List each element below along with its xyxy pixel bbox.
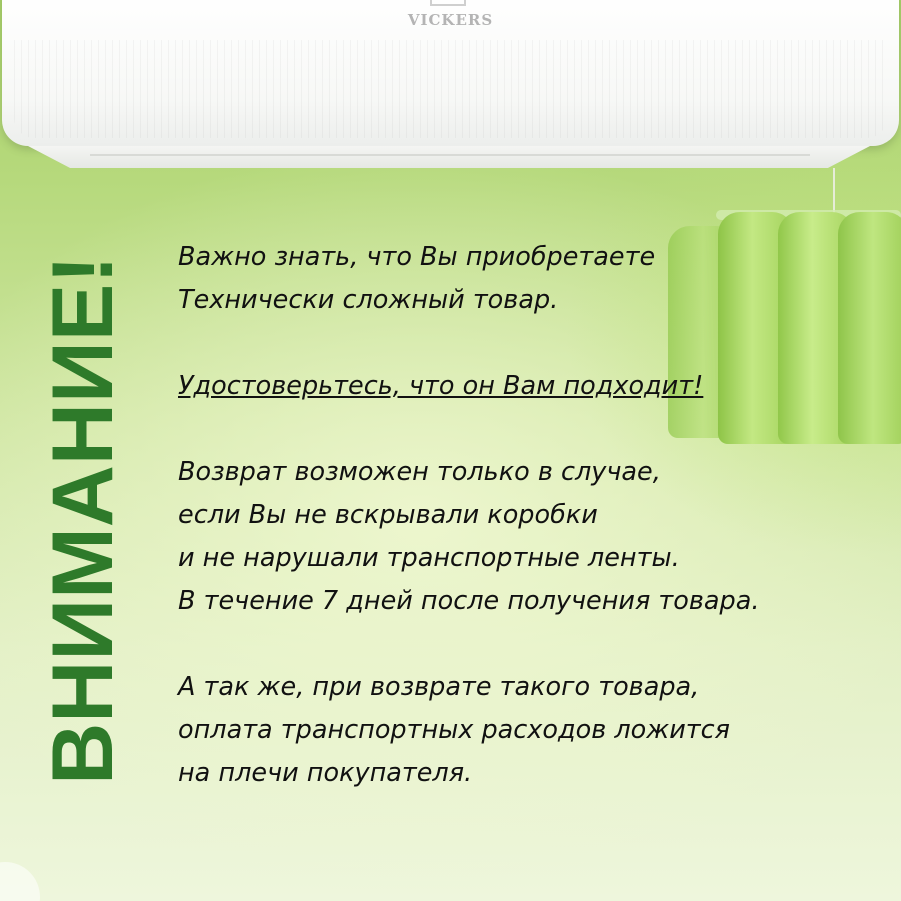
notice-line: на плечи покупателя. bbox=[178, 758, 473, 788]
louver-line bbox=[90, 154, 810, 156]
spacer bbox=[178, 322, 878, 365]
notice-line: и не нарушали транспортные ленты. bbox=[178, 543, 680, 573]
air-conditioner-louver bbox=[28, 146, 870, 168]
spacer bbox=[178, 408, 878, 451]
attention-heading: ВНИМАНИЕ! bbox=[35, 255, 131, 785]
notice-text bbox=[178, 236, 878, 795]
emphasis-line: Удостоверьтесь, что он Вам подходит! bbox=[178, 371, 704, 401]
spacer bbox=[178, 623, 878, 666]
decorative-blob bbox=[0, 862, 40, 901]
notice-line: оплата транспортных расходов ложится bbox=[178, 715, 731, 745]
notice-line: А так же, при возврате такого товара, bbox=[178, 672, 700, 702]
air-conditioner-display bbox=[430, 0, 466, 6]
notice-line: В течение 7 дней после получения товара. bbox=[178, 586, 760, 616]
air-conditioner-grille bbox=[14, 40, 887, 138]
notice-line: Важно знать, что Вы приобретаете bbox=[178, 242, 656, 272]
brand-logo: VICKERS bbox=[407, 11, 494, 29]
air-conditioner-image bbox=[2, 0, 899, 146]
notice-line: Технически сложный товар. bbox=[178, 285, 559, 315]
notice-line: Возврат возможен только в случае, bbox=[178, 457, 661, 487]
notice-line: если Вы не вскрывали коробки bbox=[178, 500, 598, 530]
